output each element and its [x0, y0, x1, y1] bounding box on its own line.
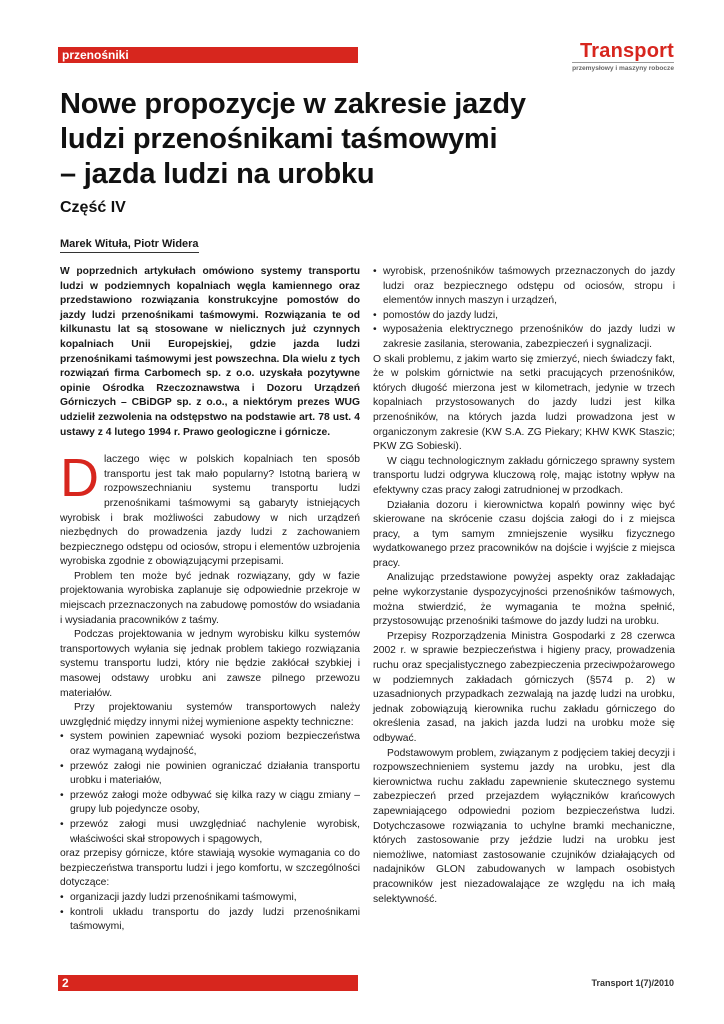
brand-tagline: przemysłowy i maszyny robocze	[572, 62, 674, 73]
title-line-2: ludzi przenośnikami taśmowymi	[60, 123, 498, 155]
title-line-3: – jazda ludzi na urobku	[60, 158, 375, 190]
body-paragraph: Problem ten może być jednak rozwiązany, gdy w fazie projektowania wyrobiska zaplanuje się odpowiednie przekroje w miejscach przeznaczonych na zabudowę pomostów do wsiadania i wysiadania pracowników z taśmy.	[60, 570, 360, 626]
body-paragraph: O skali problemu, z jakim warto się zmierzyć, niech świadczy fakt, że w polskim górnictwie na setki pracujących przenośników, których długość mierzona jest w kilometrach, jedynie w trzech kopalniach przystosowanych do jazdy ludzi jest kilka przenośników, na których jazda ludzi prowadzona jest w organiczonym zakresie (KW S.A. ZG Piekary; KHW KWK Staszic; PKW ZG Sobieski).	[373, 353, 675, 453]
article-title	[60, 87, 680, 192]
body-paragraph: Analizując przedstawione powyżej aspekty oraz zakładając pełne wykorzystanie dyspozycyjności przenośników taśmowych, można stwierdzić, że wymagania te można spełnić, przystosowując przenośniki taśmowe do jazdy ludzi na urobku.	[373, 572, 675, 628]
list-item: • kontroli układu transportu do jazdy ludzi przenośnikami taśmowymi,	[60, 906, 360, 935]
list-item: • pomostów do jazdy ludzi,	[373, 309, 675, 324]
body-paragraph: W ciągu technologicznym zakładu górniczego sprawny system transportu ludzi odgrywa kluczową rolę, mając istotny wpływ na efektywny czas pracy załogi zatrudnionej w przodkach.	[373, 455, 675, 496]
list-item: • przewóz załogi nie powinien ograniczać działania transportu urobku i materiałów,	[60, 760, 360, 789]
page-number: 2	[58, 975, 358, 991]
body-paragraph: Przepisy Rozporządzenia Ministra Gospodarki z 28 czerwca 2002 r. w sprawie bezpieczeństwa i higieny pracy, prowadzenia ruchu oraz specjalistycznego zabezpieczenia przeciwpożarowego w podziemnych zakładach górniczych (§574 p. 2) w uzasadnionych przypadkach zezwalają na jazdę ludzi na urobku, jednak zobowiązują kierownika ruchu zakładu górniczego do określenia zasad, na jakich jazda ludzi na urobku może się odbywać.	[373, 630, 675, 744]
regulations-list	[60, 891, 360, 935]
body-paragraph: oraz przepisy górnicze, które stawiają wysokie wymagania co do bezpieczeństwa transportu ludzi i jego komfortu, w szczególności dotyczące:	[60, 848, 360, 889]
right-column	[373, 265, 675, 907]
lead-paragraph: W poprzednich artykułach omówiono systemy transportu ludzi w podziemnych kopalniach węgla kamiennego oraz przedstawiono rozwiązania konstrukcyjne pomostów do jazdy ludzi przenośnikami taśmowymi. Rozwiązania te od kilkunastu lat są stosowane w nielicznych już czynnych kopalniach Unii Europejskiej, gdzie jazda ludzi przenośnikami taśmowymi jest powszechna. Dla wielu z tych rozwiązań firma Carbomech sp. z o.o. uzyskała pozytywne opinie Ośrodka Rzeczoznawstwa i Dozoru Urządzeń Górniczych – CBiDGP sp. z o.o., a niektórym prezes WUG udzielił zezwolenia na odstępstwo na podstawie art. 78 ust. 4 ustawy z 4 lutego 1994 r. Prawo geologiczne i górnicze.	[60, 266, 360, 438]
body-paragraph: Działania dozoru i kierownictwa kopalń powinny więc być skierowane na skrócenie czasu dojścia załogi do i z miejsca pracy, a tym samym zmniejszenie wysiłku fizycznego wydatkowanego przez pracowników na dojście i wyjście z miejsca pracy.	[373, 499, 675, 569]
list-item: • organizacji jazdy ludzi przenośnikami taśmowymi,	[60, 891, 360, 906]
list-item: • przewóz załogi musi uwzględniać nachylenie wyrobisk, właściwości skał stropowych i spągowych,	[60, 818, 360, 847]
body-paragraph-text: laczego więc w polskich kopalniach ten sposób transportu jest tak mało popularny? Istotną barierą w rozpowszechnianiu systemu transportu ludzi przenośnikami taśmowymi są gabaryty istniejących wyrobisk i brak możliwości zabudowy w nich urządzeń niezbędnych do prowadzenia jazdy ludzi z zachowaniem bezpiecznego odstępu od ociosów, stropu i elementów uzbrojenia wyrobiska zgodnie z obowiązującymi przepisami.	[60, 454, 360, 568]
list-item: • system powinien zapewniać wysoki poziom bezpieczeństwa oraz wymaganą wydajność,	[60, 730, 360, 759]
left-column	[60, 265, 360, 935]
brand-logo	[572, 41, 674, 73]
aspects-list	[60, 730, 360, 847]
list-item: • wyrobisk, przenośników taśmowych przeznaczonych do jazdy ludzi oraz bezpiecznego odstępu od ociosów, stropu i elementów innych maszyn i urządzeń,	[373, 265, 675, 309]
body-paragraph: Podczas projektowania w jednym wyrobisku kilku systemów transportowych wyłania się jednak problem takiego rozwiązania systemu transportu ludzi, który nie będzie zakłócał szybkiej i masowej odstawy urobku ani zawsze pilnego przewozu materiałów.	[60, 629, 360, 699]
section-label: przenośniki	[58, 47, 358, 63]
body-paragraph: Podstawowym problem, związanym z podjęciem takiej decyzji i rozpowszechnieniem systemu jazdy na urobku, jest dla kierownictwa ruchu zakładu zapewnienie skutecznego systemu zabezpieczeń przed przejazdem wyłączników krańcowych zapewniającego odpowiedni poziom bezpieczeństwa ludzi. Dotychczasowe rozwiązania to uchylne bramki mechaniczne, których zastosowanie przy jeździe ludzi na urobku jest niemożliwe, natomiast zastosowanie czujników działających od nadajników GLON zabudowanych w lampach osobistych pracowników jest niezadowalające ze względu na ich małą selektywność.	[373, 747, 675, 905]
issue-info: Transport 1(7)/2010	[591, 978, 674, 988]
article-authors: Marek Wituła, Piotr Widera	[60, 238, 199, 253]
article-part: Część IV	[60, 199, 126, 216]
regulations-list-continued	[373, 265, 675, 353]
body-paragraph: Przy projektowaniu systemów transportowych należy uwzględnić między innymi niżej wymienione aspekty techniczne:	[60, 702, 360, 728]
list-item: • przewóz załogi może odbywać się kilka razy w ciągu zmiany – grupy lub pojedyncze osoby,	[60, 789, 360, 818]
body-paragraph	[60, 448, 360, 570]
list-item: • wyposażenia elektrycznego przenośników do jazdy ludzi w zakresie zasilania, sterowania, zabezpieczeń i sygnalizacji.	[373, 323, 675, 352]
brand-name: Transport	[579, 40, 674, 62]
title-line-1: Nowe propozycje w zakresie jazdy	[60, 88, 526, 120]
drop-cap: D	[60, 448, 99, 509]
